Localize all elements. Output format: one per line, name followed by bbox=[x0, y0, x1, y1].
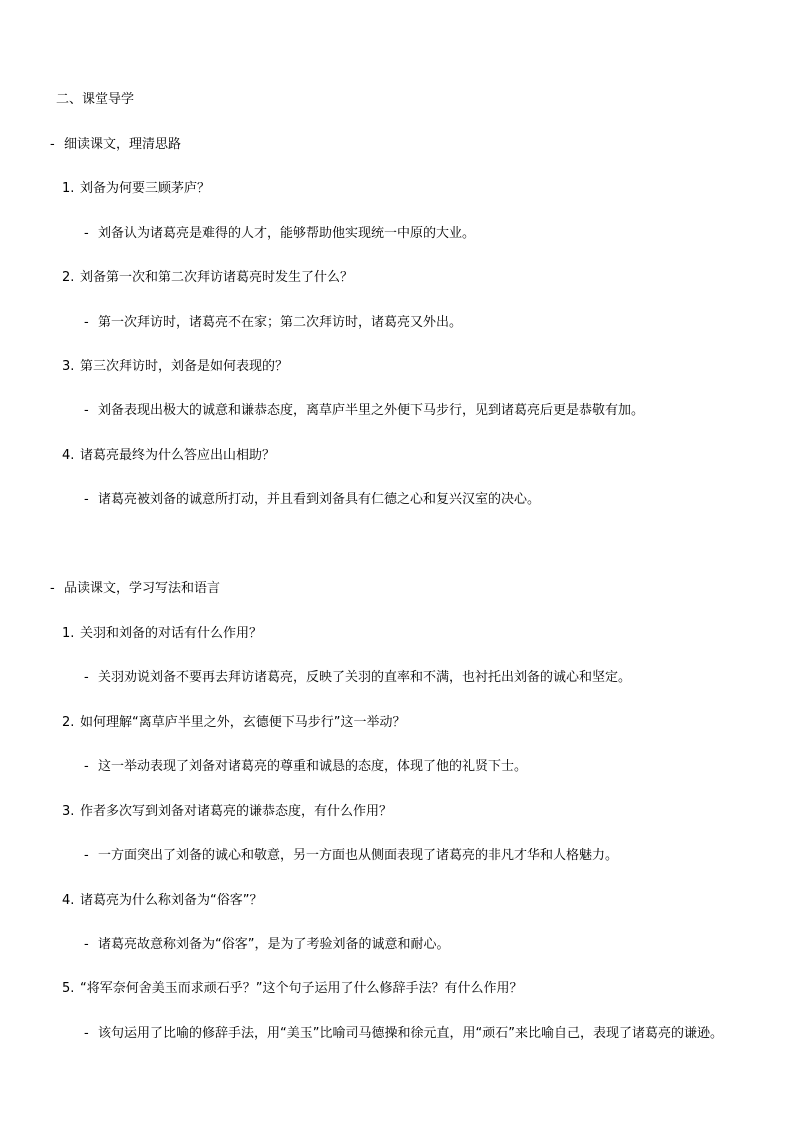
question-number: 4. bbox=[62, 448, 75, 463]
question-item bbox=[62, 893, 262, 909]
answer-text: 一方面突出了刘备的诚心和敬意，另一方面也从侧面表现了诸葛亮的非凡才华和人格魅力。 bbox=[98, 848, 619, 863]
question-number: 3. bbox=[62, 804, 75, 819]
question-item bbox=[62, 715, 405, 731]
bullet-dash: - bbox=[50, 581, 55, 596]
answer-item bbox=[84, 492, 540, 508]
question-text: 诸葛亮为什么称刘备为“俗客”？ bbox=[80, 893, 263, 908]
answer-item bbox=[84, 226, 475, 242]
answer-text: 刘备表现出极大的诚意和谦恭态度，离草庐半里之外便下马步行，见到诸葛亮后更是恭敬有加。 bbox=[98, 403, 645, 418]
answer-item bbox=[84, 937, 449, 953]
question-text: 诸葛亮最终为什么答应出山相助？ bbox=[80, 448, 276, 463]
question-item bbox=[62, 981, 522, 997]
question-number: 5. bbox=[62, 981, 75, 996]
bullet-dash: - bbox=[84, 937, 89, 952]
answer-item bbox=[84, 759, 527, 775]
question-text: “将军奈何舍美玉而求顽石乎？”这个句子运用了什么修辞手法？有什么作用？ bbox=[80, 981, 523, 996]
answer-text: 诸葛亮被刘备的诚意所打动，并且看到刘备具有仁德之心和复兴汉室的决心。 bbox=[98, 492, 541, 507]
section-title: 二、课堂导学 bbox=[56, 92, 135, 107]
question-number: 2. bbox=[62, 270, 75, 285]
bullet-dash: - bbox=[84, 315, 89, 330]
question-text: 作者多次写到刘备对诸葛亮的谦恭态度，有什么作用？ bbox=[80, 804, 393, 819]
answer-item bbox=[84, 670, 631, 686]
question-text: 如何理解“离草庐半里之外，玄德便下马步行”这一举动？ bbox=[80, 715, 406, 730]
answer-item bbox=[84, 403, 644, 419]
question-item bbox=[62, 448, 275, 464]
question-item bbox=[62, 181, 210, 197]
answer-text: 该句运用了比喻的修辞手法，用“美玉”比喻司马德操和徐元直，用“顽石”来比喻自己，表现了诸葛亮的谦逊。 bbox=[98, 1026, 723, 1041]
question-number: 3. bbox=[62, 359, 75, 374]
answer-text: 关羽劝说刘备不要再去拜访诸葛亮，反映了关羽的直率和不满，也衬托出刘备的诚心和坚定。 bbox=[98, 670, 632, 685]
bullet-dash: - bbox=[50, 137, 55, 152]
answer-text: 第一次拜访时，诸葛亮不在家；第二次拜访时，诸葛亮又外出。 bbox=[98, 315, 463, 330]
bullet-dash: - bbox=[84, 226, 89, 241]
answer-text: 诸葛亮故意称刘备为“俗客”，是为了考验刘备的诚意和耐心。 bbox=[98, 937, 450, 952]
answer-item bbox=[84, 848, 618, 864]
question-text: 刘备为何要三顾茅庐？ bbox=[80, 181, 211, 196]
answer-item bbox=[84, 1026, 723, 1042]
part-title: 品读课文，学习写法和语言 bbox=[64, 581, 221, 596]
bullet-dash: - bbox=[84, 403, 89, 418]
question-number: 1. bbox=[62, 181, 75, 196]
question-text: 关羽和刘备的对话有什么作用？ bbox=[80, 626, 263, 641]
answer-item bbox=[84, 315, 462, 331]
question-text: 刘备第一次和第二次拜访诸葛亮时发生了什么？ bbox=[80, 270, 354, 285]
question-item bbox=[62, 270, 353, 286]
question-number: 2. bbox=[62, 715, 75, 730]
bullet-dash: - bbox=[84, 670, 89, 685]
part-title: 细读课文，理清思路 bbox=[64, 137, 182, 152]
answer-text: 这一举动表现了刘备对诸葛亮的尊重和诚恳的态度，体现了他的礼贤下士。 bbox=[98, 759, 528, 774]
question-number: 4. bbox=[62, 893, 75, 908]
bullet-dash: - bbox=[84, 759, 89, 774]
answer-text: 刘备认为诸葛亮是难得的人才，能够帮助他实现统一中原的大业。 bbox=[98, 226, 476, 241]
question-item bbox=[62, 359, 288, 375]
question-item bbox=[62, 804, 392, 820]
question-item bbox=[62, 626, 262, 642]
bullet-dash: - bbox=[84, 848, 89, 863]
question-number: 1. bbox=[62, 626, 75, 641]
bullet-dash: - bbox=[84, 492, 89, 507]
part-heading bbox=[50, 137, 181, 153]
question-text: 第三次拜访时，刘备是如何表现的？ bbox=[80, 359, 289, 374]
part-heading bbox=[50, 581, 220, 597]
bullet-dash: - bbox=[84, 1026, 89, 1041]
